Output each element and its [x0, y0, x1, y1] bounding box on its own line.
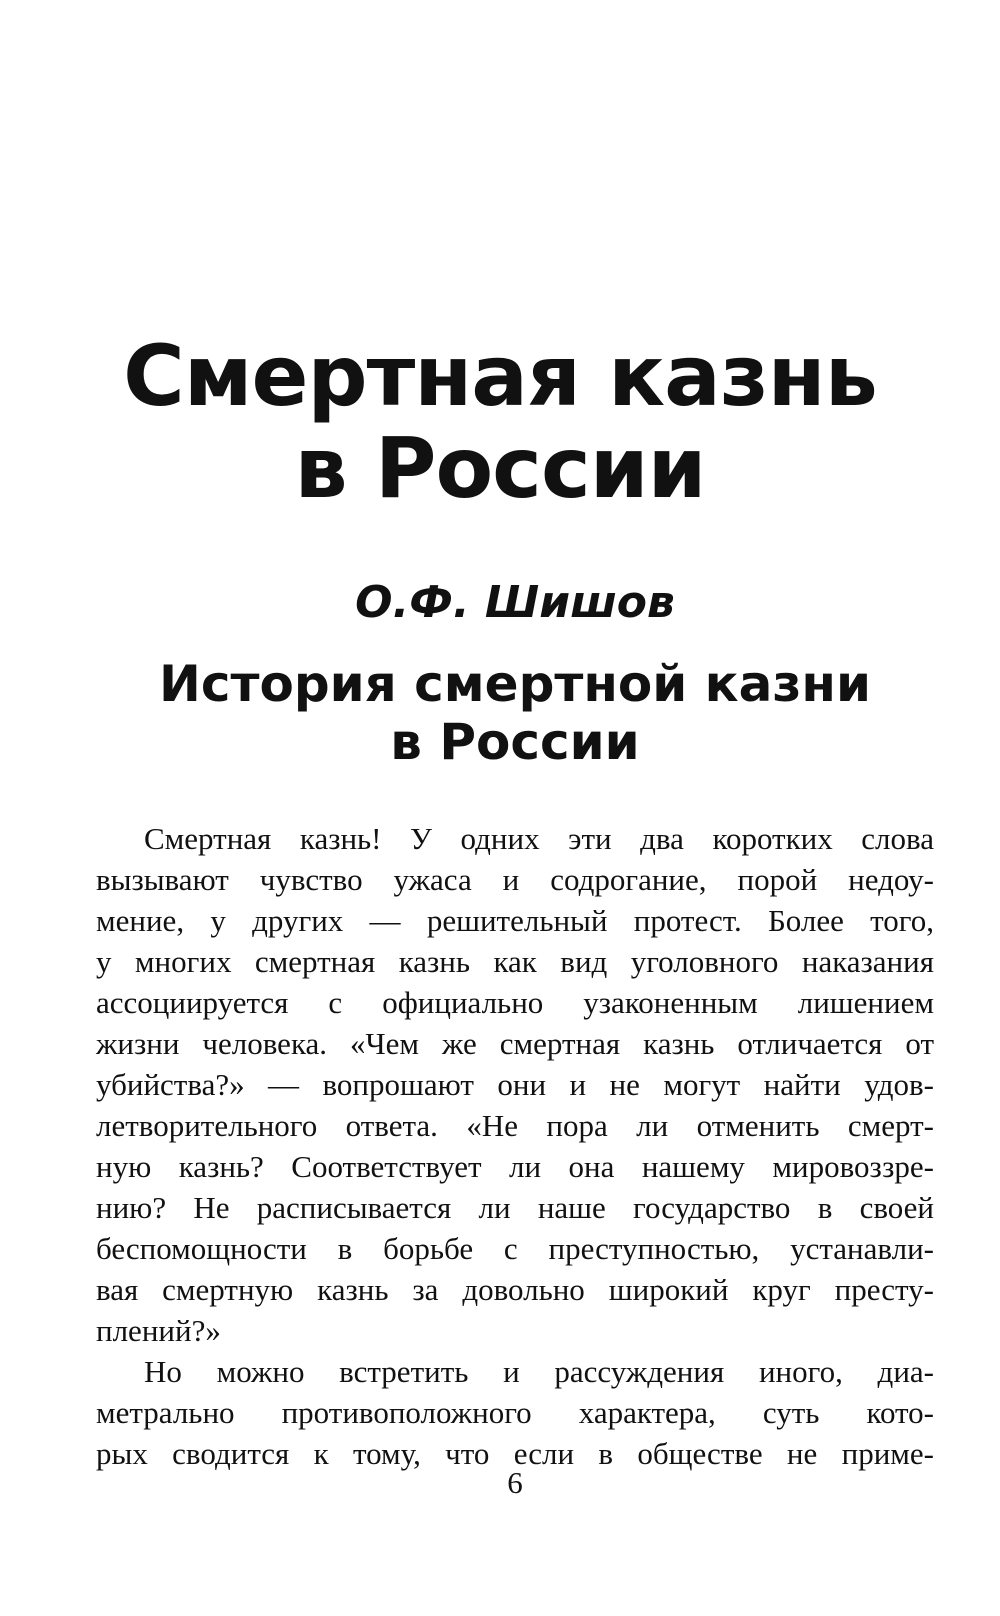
body-text: [96, 818, 934, 1474]
article-author: О.Ф. Шишов: [355, 577, 675, 628]
body-line: беспомощности в борьбе с преступностью, устанавли-: [96, 1231, 934, 1266]
body-line: метрально противоположного характера, суть кото-: [96, 1395, 934, 1430]
body-line: у многих смертная казнь как вид уголовного наказания: [96, 944, 934, 979]
article-title-line-1: История смертной казни: [159, 655, 871, 713]
body-line: ную казнь? Соответствует ли она нашему мировоззре-: [96, 1149, 934, 1184]
body-line: летворительного ответа. «Не пора ли отменить смерт-: [96, 1108, 934, 1143]
body-line: нию? Не расписывается ли наше государство в своей: [96, 1190, 934, 1225]
body-line: рых сводится к тому, что если в обществе не приме-: [96, 1436, 934, 1471]
body-line: Но можно встретить и рассуждения иного, диа-: [144, 1354, 934, 1389]
body-line: убийства?» — вопрошают они и не могут найти удов-: [96, 1067, 934, 1102]
body-line: вызывают чувство ужаса и содрогание, порой недоу-: [96, 862, 934, 897]
body-line: мение, у других — решительный протест. Более того,: [96, 903, 934, 938]
article-title-line-2: в России: [390, 713, 640, 771]
chapter-title-line-2: в России: [294, 419, 706, 517]
article-title: [0, 655, 1000, 771]
body-line: вая смертную казнь за довольно широкий круг престу-: [96, 1272, 934, 1307]
chapter-title-line-1: Смертная казнь: [123, 327, 877, 425]
body-line: Смертная казнь! У одних эти два коротких слова: [144, 821, 934, 856]
chapter-title: [0, 327, 1000, 517]
body-line: жизни человека. «Чем же смертная казнь отличается от: [96, 1026, 934, 1061]
page-number: 6: [507, 1465, 523, 1500]
body-line: ассоциируется с официально узаконенным лишением: [96, 985, 934, 1020]
body-line: плений?»: [96, 1313, 221, 1348]
